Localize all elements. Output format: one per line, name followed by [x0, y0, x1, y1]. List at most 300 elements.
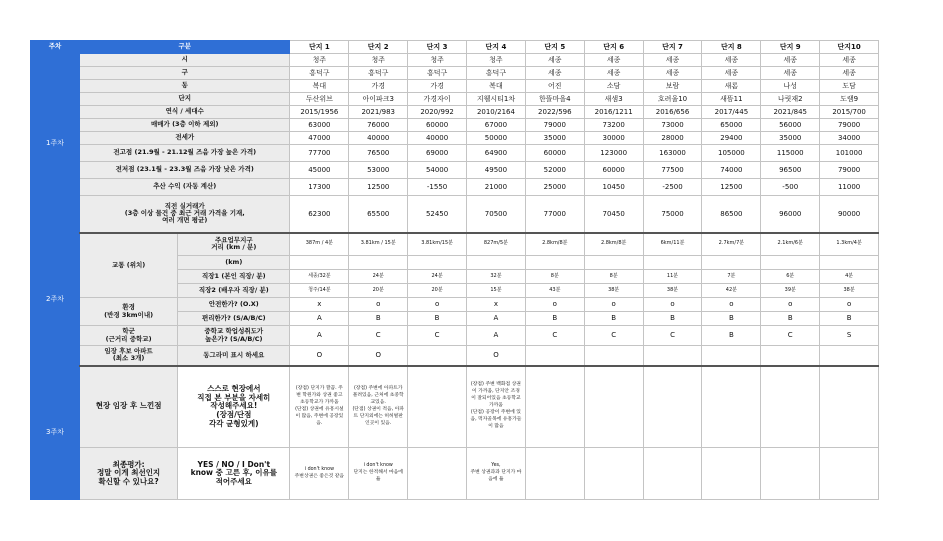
prompt-line: 스스로 현장에서: [207, 384, 261, 394]
cell-value: [702, 256, 761, 270]
note-line: (단점) 공장이 주변에 있: [470, 410, 521, 416]
cell-value: 75000: [643, 196, 702, 233]
cell-value: 52000: [525, 162, 584, 179]
impression-note: [584, 366, 643, 448]
row-label-line: 거리 (km / 분): [211, 243, 257, 252]
row-label: 전세가: [80, 132, 290, 145]
group-label: [80, 448, 178, 500]
cell-value: 2.1km/6분: [761, 233, 820, 256]
complex-header: 단지 6: [584, 41, 643, 54]
cell-value: 2017/445: [702, 106, 761, 119]
cell-value: x: [290, 298, 349, 312]
cell-value: B: [702, 312, 761, 326]
note-line: 이 가까움, 단지안 조경: [472, 389, 520, 395]
cell-value: C: [761, 326, 820, 346]
week-label: 3주차: [31, 366, 80, 500]
cell-value: 세종/32분: [290, 270, 349, 284]
table-row: [31, 54, 938, 67]
cell-value: 흥덕구: [467, 67, 526, 80]
cell-value: 세종: [702, 67, 761, 80]
cell-value: 73200: [584, 119, 643, 132]
group-label-line: 최종평가:: [112, 459, 145, 469]
cell-value: 60000: [525, 145, 584, 162]
cell-value: 2015/700: [820, 106, 879, 119]
cell-value: 2021/845: [761, 106, 820, 119]
cell-value: 12500: [702, 179, 761, 196]
cell-value: 17300: [290, 179, 349, 196]
group-label: [80, 298, 178, 326]
row-label: 연식 / 세대수: [80, 106, 290, 119]
complex-header: 단지 3: [408, 41, 467, 54]
cell-value: 7분: [702, 270, 761, 284]
cell-value: 세종: [584, 67, 643, 80]
cell-value: 47000: [290, 132, 349, 145]
cell-value: 지웰시티1차: [467, 93, 526, 106]
row-label: [178, 233, 290, 256]
cell-value: C: [349, 326, 408, 346]
cell-value: 2016/656: [643, 106, 702, 119]
cell-value: 38분: [820, 284, 879, 298]
table-row: [31, 448, 938, 500]
cell-value: 67000: [467, 119, 526, 132]
prompt-label: [178, 448, 290, 500]
cell-value: O: [467, 346, 526, 366]
row-label: [178, 326, 290, 346]
group-label: [80, 346, 178, 366]
cell-value: 53000: [349, 162, 408, 179]
cell-value: [525, 346, 584, 366]
cell-value: 2.8km/8분: [525, 233, 584, 256]
cell-value: 76000: [349, 119, 408, 132]
cell-value: 2.7km/7분: [702, 233, 761, 256]
group-label-line: (근거리 중학교): [105, 334, 152, 343]
cell-value: S: [820, 326, 879, 346]
cell-value: 세종: [702, 54, 761, 67]
row-label: 전저점 (23.1월 - 23.3월 즈음 가장 낮은 가격): [80, 162, 290, 179]
table-row: [31, 196, 938, 233]
cell-value: 새샘3: [584, 93, 643, 106]
group-label-line: 확신할 수 있나요?: [98, 476, 159, 486]
category-header: 구분: [80, 41, 290, 54]
cell-value: 43분: [525, 284, 584, 298]
note-line: 인곳이 있음.: [365, 420, 392, 426]
cell-value: 도램9: [820, 93, 879, 106]
cell-value: [525, 256, 584, 270]
cell-value: 38분: [643, 284, 702, 298]
cell-value: 50000: [467, 132, 526, 145]
impression-note: [820, 366, 879, 448]
row-label: 단지: [80, 93, 290, 106]
cell-value: 387m / 4분: [290, 233, 349, 256]
note-line: 주변상권은 좋은것 같음: [294, 473, 345, 479]
row-label: 매매가 (3층 이하 제외): [80, 119, 290, 132]
cell-value: 새뜸11: [702, 93, 761, 106]
cell-value: 6분: [761, 270, 820, 284]
row-label: 동: [80, 80, 290, 93]
cell-value: 11000: [820, 179, 879, 196]
row-label-line: 높은가? (S/A/B/C): [205, 334, 263, 343]
cell-value: 호려울10: [643, 93, 702, 106]
cell-value: 79000: [525, 119, 584, 132]
group-label: [80, 326, 178, 346]
cell-value: 2015/1956: [290, 106, 349, 119]
cell-value: A: [290, 326, 349, 346]
cell-value: [820, 346, 879, 366]
cell-value: 79000: [820, 162, 879, 179]
prompt-line: 직접 본 부분을 자세히: [197, 392, 271, 402]
final-note: [525, 448, 584, 500]
cell-value: B: [761, 312, 820, 326]
complex-header: 단지10: [820, 41, 879, 54]
cell-value: 115000: [761, 145, 820, 162]
cell-value: 청주: [290, 54, 349, 67]
cell-value: 40000: [408, 132, 467, 145]
cell-value: 청주/14분: [290, 284, 349, 298]
note-line: 음, 먹자골목에 유흥가들: [470, 417, 522, 423]
cell-value: B: [820, 312, 879, 326]
cell-value: [820, 256, 879, 270]
cell-value: -2500: [643, 179, 702, 196]
cell-value: o: [584, 298, 643, 312]
prompt-line: (장점/단점: [216, 410, 252, 420]
cell-value: [643, 346, 702, 366]
complex-header: 단지 9: [761, 41, 820, 54]
cell-value: 나성: [761, 80, 820, 93]
cell-value: 28000: [643, 132, 702, 145]
cell-value: 10450: [584, 179, 643, 196]
cell-value: 복대: [290, 80, 349, 93]
cell-value: 8분: [525, 270, 584, 284]
cell-value: -1550: [408, 179, 467, 196]
table-row: [31, 162, 938, 179]
cell-value: 52450: [408, 196, 467, 233]
note-line: 교있음.: [370, 399, 386, 405]
note-line: 초등학교가 가까움: [300, 399, 339, 405]
cell-value: 827m/5분: [467, 233, 526, 256]
group-label: 현장 임장 후 느낀점: [80, 366, 178, 448]
cell-value: 30000: [584, 132, 643, 145]
cell-value: 3.81km / 15분: [349, 233, 408, 256]
note-line: 트 단지외에는 허허벌판: [353, 413, 403, 419]
final-note: [820, 448, 879, 500]
cell-value: 60000: [584, 162, 643, 179]
group-label-line: 정말 이게 최선인지: [97, 468, 161, 478]
cell-value: [408, 256, 467, 270]
cell-value: B: [349, 312, 408, 326]
cell-value: 세종: [761, 54, 820, 67]
cell-value: 소담: [584, 80, 643, 93]
prompt-line: YES / NO / I Don't: [197, 459, 271, 469]
cell-value: 가경자이: [408, 93, 467, 106]
note-line: (장점) 주변에 아파트가: [353, 385, 403, 391]
table-row: [31, 233, 938, 256]
cell-value: [761, 346, 820, 366]
row-label: 편리한가? (S/A/B/C): [178, 312, 290, 326]
row-label-line: (3층 이상 물건 중 최근 거래 가격을 기재,: [124, 209, 245, 218]
table-row: [31, 41, 938, 54]
cell-value: 세종: [820, 54, 879, 67]
row-label: 직장2 (배우자 직장/ 분): [178, 284, 290, 298]
cell-value: 청주: [408, 54, 467, 67]
cell-value: 163000: [643, 145, 702, 162]
note-line: 이 많음: [488, 424, 504, 430]
cell-value: 20분: [408, 284, 467, 298]
cell-value: 2022/596: [525, 106, 584, 119]
table-row: [31, 346, 938, 366]
cell-value: O: [349, 346, 408, 366]
note-line: 변 학원가와 상권 좋고: [296, 392, 343, 398]
cell-value: 세종: [525, 67, 584, 80]
table-row: [31, 145, 938, 162]
final-note: [702, 448, 761, 500]
cell-value: [584, 346, 643, 366]
complex-header: 단지 5: [525, 41, 584, 54]
cell-value: 35000: [525, 132, 584, 145]
table-row: [31, 67, 938, 80]
cell-value: 1.3km/4분: [820, 233, 879, 256]
row-label-line: 직전 실거래가: [164, 201, 205, 210]
table-row: [31, 106, 938, 119]
table-row: [31, 366, 938, 448]
note-line: 듦: [375, 476, 381, 482]
cell-value: 105000: [702, 145, 761, 162]
cell-value: 한뜰마을4: [525, 93, 584, 106]
prompt-label: [178, 366, 290, 448]
cell-value: 63000: [290, 119, 349, 132]
cell-value: 56000: [761, 119, 820, 132]
cell-value: 15분: [467, 284, 526, 298]
cell-value: [702, 346, 761, 366]
impression-note: [467, 366, 526, 448]
final-note: [349, 448, 408, 500]
table-row: [31, 93, 938, 106]
group-label-line: 학군: [122, 327, 135, 336]
cell-value: 흥덕구: [408, 67, 467, 80]
final-note: [290, 448, 349, 500]
cell-value: 76500: [349, 145, 408, 162]
note-line: 이 많음, 주변에 공장있: [295, 413, 344, 419]
table-row: [31, 298, 938, 312]
note-line: 가까움: [488, 403, 503, 409]
cell-value: C: [643, 326, 702, 346]
cell-value: B: [525, 312, 584, 326]
cell-value: 2021/983: [349, 106, 408, 119]
cell-value: C: [525, 326, 584, 346]
cell-value: o: [525, 298, 584, 312]
table-row: [31, 326, 938, 346]
cell-value: 가경: [408, 80, 467, 93]
cell-value: 45000: [290, 162, 349, 179]
row-label: 시: [80, 54, 290, 67]
cell-value: 새롬: [702, 80, 761, 93]
cell-value: 보람: [643, 80, 702, 93]
cell-value: 39분: [761, 284, 820, 298]
cell-value: 74000: [702, 162, 761, 179]
cell-value: 24분: [349, 270, 408, 284]
cell-value: 77000: [525, 196, 584, 233]
cell-value: A: [290, 312, 349, 326]
prompt-line: 작성해주세요!: [210, 401, 258, 411]
table-row: [31, 80, 938, 93]
cell-value: 나릿재2: [761, 93, 820, 106]
row-label-line: 주요업무지구: [214, 235, 253, 244]
row-label: 안전한가? (O.X): [178, 298, 290, 312]
note-line: (단점) 상권에 유흥시설: [295, 406, 344, 412]
cell-value: 세종: [525, 54, 584, 67]
cell-value: 65000: [702, 119, 761, 132]
impression-note: [290, 366, 349, 448]
prompt-line: know 중 고른 후, 이유를: [190, 468, 277, 478]
cell-value: A: [467, 312, 526, 326]
cell-value: o: [761, 298, 820, 312]
cell-value: [761, 256, 820, 270]
cell-value: 세종: [584, 54, 643, 67]
cell-value: 흥덕구: [290, 67, 349, 80]
survey-table: [30, 40, 938, 500]
cell-value: 32분: [467, 270, 526, 284]
cell-value: 세종: [643, 67, 702, 80]
row-label: 전고점 (21.9월 - 21.12월 즈음 가장 높은 가격): [80, 145, 290, 162]
note-line: 음에 듦: [488, 476, 504, 482]
cell-value: 청주: [349, 54, 408, 67]
cell-value: 아이파크3: [349, 93, 408, 106]
cell-value: [467, 256, 526, 270]
note-line: 이 잘되어있음 초등학교: [471, 396, 521, 402]
note-line: Yes,: [491, 463, 501, 469]
table-row: [31, 179, 938, 196]
cell-value: 73000: [643, 119, 702, 132]
cell-value: 101000: [820, 145, 879, 162]
cell-value: A: [467, 326, 526, 346]
week-header: 주차: [31, 41, 80, 54]
impression-note: [702, 366, 761, 448]
cell-value: 세종: [820, 67, 879, 80]
complex-header: 단지 7: [643, 41, 702, 54]
complex-header: 단지 4: [467, 41, 526, 54]
cell-value: B: [643, 312, 702, 326]
row-label: 동그라미 표시 하세요: [178, 346, 290, 366]
cell-value: o: [349, 298, 408, 312]
table-row: [31, 132, 938, 145]
cell-value: 복대: [467, 80, 526, 93]
row-label: [80, 196, 290, 233]
cell-value: [584, 256, 643, 270]
cell-value: 42분: [702, 284, 761, 298]
cell-value: [643, 256, 702, 270]
cell-value: 96000: [761, 196, 820, 233]
cell-value: 12500: [349, 179, 408, 196]
row-label: (km): [178, 256, 290, 270]
note-line: 몰려있음, 근처에 초중학: [352, 392, 404, 398]
cell-value: 세종: [761, 67, 820, 80]
cell-value: 40000: [349, 132, 408, 145]
cell-value: 29400: [702, 132, 761, 145]
note-line: (장점) 단지가 깔끔. 주: [295, 385, 343, 391]
note-line: i don't know: [304, 466, 334, 472]
cell-value: 69000: [408, 145, 467, 162]
cell-value: 2020/992: [408, 106, 467, 119]
cell-value: 123000: [584, 145, 643, 162]
group-label-line: (반경 3km이내): [104, 310, 154, 319]
cell-value: o: [408, 298, 467, 312]
cell-value: 96500: [761, 162, 820, 179]
row-label: 직장1 (본인 직장/ 분): [178, 270, 290, 284]
cell-value: B: [408, 312, 467, 326]
final-note: [467, 448, 526, 500]
group-label: 교통 (위치): [80, 233, 178, 298]
week-label: 1주차: [31, 54, 80, 233]
impression-note: [349, 366, 408, 448]
cell-value: 79000: [820, 119, 879, 132]
cell-value: 4분: [820, 270, 879, 284]
impression-note: [643, 366, 702, 448]
cell-value: 흥덕구: [349, 67, 408, 80]
cell-value: 62300: [290, 196, 349, 233]
cell-value: C: [584, 326, 643, 346]
cell-value: 2010/2164: [467, 106, 526, 119]
cell-value: x: [467, 298, 526, 312]
final-note: [584, 448, 643, 500]
cell-value: 64900: [467, 145, 526, 162]
row-label-line: 중학교 학업성취도가: [204, 327, 264, 336]
complex-header: 단지 8: [702, 41, 761, 54]
week-label: 2주차: [31, 233, 80, 366]
final-note: [408, 448, 467, 500]
group-label-line: (최소 3개): [112, 354, 145, 363]
cell-value: 2.8km/8분: [584, 233, 643, 256]
row-label-line: 여러 개면 평균): [162, 216, 208, 225]
cell-value: 49500: [467, 162, 526, 179]
cell-value: 21000: [467, 179, 526, 196]
note-line: i don't know: [363, 463, 393, 469]
row-label: 추산 수익 (자동 계산): [80, 179, 290, 196]
cell-value: 70450: [584, 196, 643, 233]
cell-value: 77500: [643, 162, 702, 179]
cell-value: 25000: [525, 179, 584, 196]
cell-value: 65500: [349, 196, 408, 233]
row-label: 구: [80, 67, 290, 80]
cell-value: 34000: [820, 132, 879, 145]
cell-value: 세종: [643, 54, 702, 67]
cell-value: [349, 256, 408, 270]
cell-value: 두산위브: [290, 93, 349, 106]
cell-value: 60000: [408, 119, 467, 132]
cell-value: 청주: [467, 54, 526, 67]
cell-value: 38분: [584, 284, 643, 298]
cell-value: B: [584, 312, 643, 326]
cell-value: o: [820, 298, 879, 312]
cell-value: 어진: [525, 80, 584, 93]
cell-value: 가경: [349, 80, 408, 93]
group-label-line: 임장 후보 아파트: [104, 346, 153, 355]
group-label-line: 환경: [122, 303, 135, 312]
cell-value: 도담: [820, 80, 879, 93]
prompt-line: 각각 균형있게): [209, 418, 259, 428]
cell-value: C: [408, 326, 467, 346]
cell-value: [290, 256, 349, 270]
note-line: (단점) 상권이 적음, 아파: [352, 406, 404, 412]
final-note: [761, 448, 820, 500]
cell-value: [408, 346, 467, 366]
cell-value: 54000: [408, 162, 467, 179]
cell-value: 35000: [761, 132, 820, 145]
cell-value: B: [702, 326, 761, 346]
cell-value: 24분: [408, 270, 467, 284]
note-line: (장점) 주변 백화점 상권: [470, 382, 521, 388]
cell-value: 2016/1211: [584, 106, 643, 119]
cell-value: 6km/11분: [643, 233, 702, 256]
note-line: 주변 상권과과 단지가 마: [470, 470, 522, 476]
